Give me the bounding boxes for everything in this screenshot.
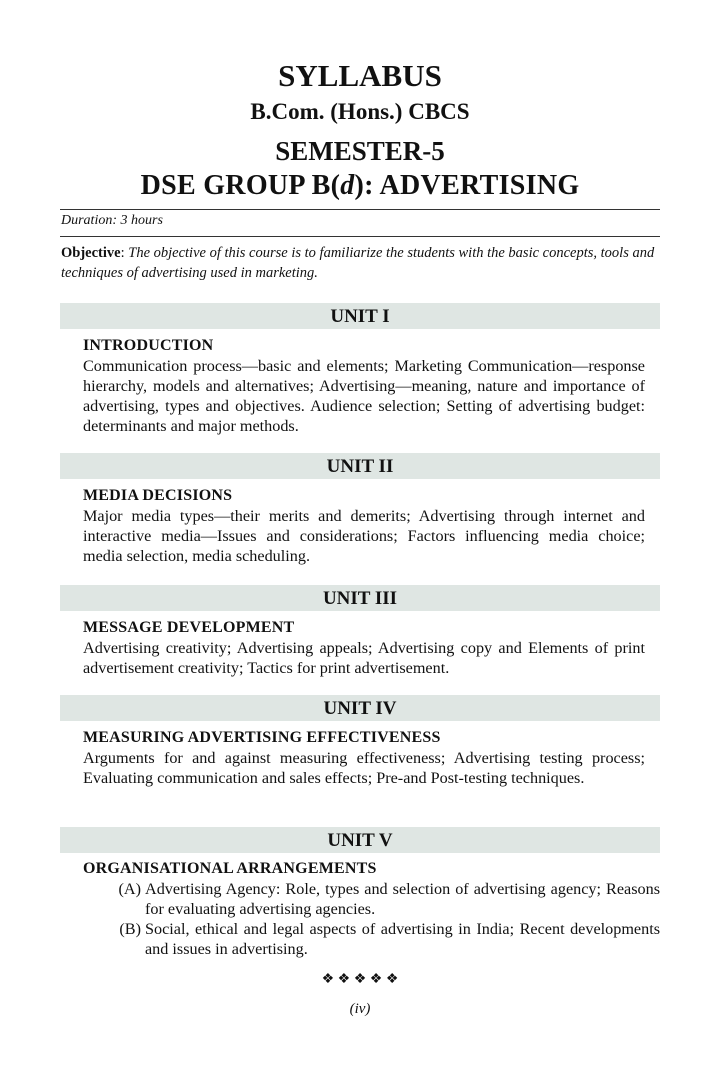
unit-header: UNIT II	[60, 453, 660, 479]
objective-label: Objective	[61, 245, 121, 261]
paper-letter: d	[340, 170, 355, 201]
unit-heading: ORGANISATIONAL ARRANGEMENTS	[83, 860, 377, 877]
paper-prefix: DSE GROUP B(	[140, 170, 341, 201]
unit-section	[83, 336, 645, 436]
list-item	[83, 879, 660, 919]
unit-heading: MESSAGE DEVELOPMENT	[83, 619, 295, 636]
course-name: B.Com. (Hons.) CBCS	[250, 99, 470, 124]
unit-header: UNIT I	[60, 303, 660, 329]
unit-header: UNIT V	[60, 827, 660, 853]
semester: SEMESTER-5	[275, 136, 445, 166]
ornament: ❖ ❖ ❖ ❖ ❖	[321, 972, 399, 987]
paper-title	[0, 170, 720, 202]
unit-section	[83, 728, 645, 788]
unit-heading: INTRODUCTION	[83, 337, 214, 354]
unit-text: Arguments for and against measuring effectiveness; Advertising testing process; Evaluating communication and sales effects; Pre-and Post-testing techniques.	[83, 749, 645, 787]
unit-heading: MEDIA DECISIONS	[83, 487, 233, 504]
item-text: Advertising Agency: Role, types and selection of advertising agency; Reasons for evaluating advertising agencies.	[145, 880, 660, 918]
item-label: (B)	[119, 920, 141, 938]
divider	[60, 209, 660, 210]
list-item	[83, 919, 660, 959]
unit-header: UNIT IV	[60, 695, 660, 721]
unit-text: Major media types—their merits and demerits; Advertising through internet and interactive media—Issues and considerations; Factors influencing media choice; media selection, media scheduling.	[83, 507, 645, 565]
duration: Duration: 3 hours	[61, 213, 163, 228]
unit-section	[83, 486, 645, 566]
unit-text: Communication process—basic and elements; Marketing Communication—response hierarchy, models and alternatives; Advertising—meaning, nature and importance of advertising, types and objectives. Audience selection; Setting of advertising budget: determinants and major methods.	[83, 357, 645, 435]
page-number: (iv)	[349, 1001, 371, 1017]
paper-suffix: ): ADVERTISING	[354, 170, 580, 201]
objective-text: The objective of this course is to familiarize the students with the basic concepts, tools and techniques of advertising used in marketing.	[61, 245, 655, 281]
objective: Objective: The objective of this course is to familiarize the students with the basic concepts, tools and techniques of advertising used in marketing.	[61, 245, 655, 281]
unit-section	[83, 859, 660, 959]
page-title: SYLLABUS	[278, 58, 442, 93]
unit-header: UNIT III	[60, 585, 660, 611]
unit-heading: MEASURING ADVERTISING EFFECTIVENESS	[83, 729, 441, 746]
item-text: Social, ethical and legal aspects of advertising in India; Recent developments and issues in advertising.	[145, 920, 660, 958]
unit-section	[83, 618, 645, 678]
unit-text: Advertising creativity; Advertising appeals; Advertising copy and Elements of print advertisement creativity; Tactics for print advertisement.	[83, 639, 645, 677]
item-label: (A)	[118, 880, 141, 898]
divider	[60, 236, 660, 237]
